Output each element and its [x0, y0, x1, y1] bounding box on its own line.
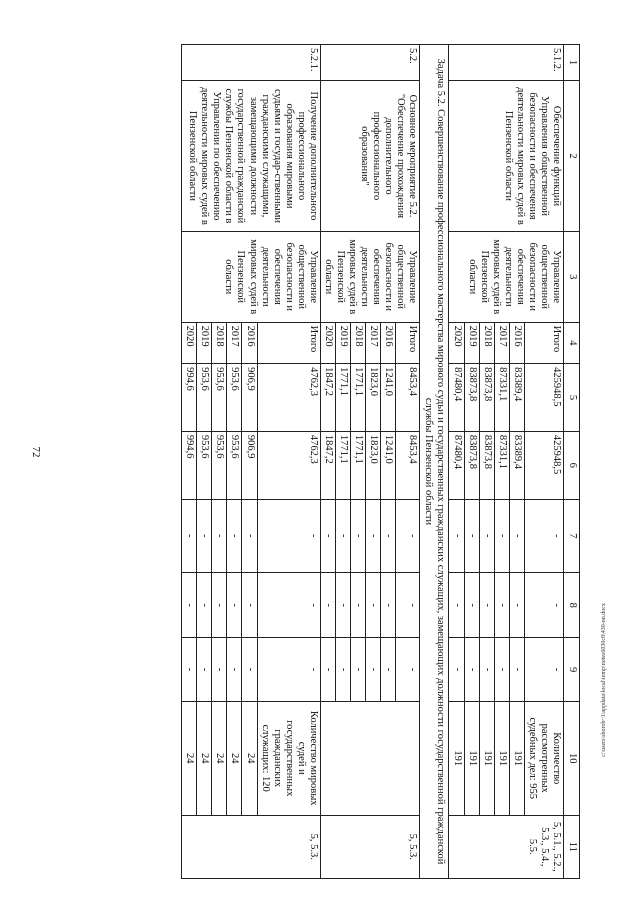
- cell: -: [351, 572, 366, 638]
- cell: -: [242, 638, 257, 701]
- cell-total-7: -: [257, 499, 320, 572]
- total-label: Итого: [257, 322, 320, 364]
- cell: 1771,1: [351, 431, 366, 499]
- cell: -: [464, 499, 479, 572]
- cell: -: [335, 638, 350, 701]
- cell: 83389,4: [509, 364, 524, 432]
- cell: -: [351, 499, 366, 572]
- cell: 191: [464, 701, 479, 815]
- cell: -: [212, 638, 227, 701]
- row-number: 5.2.1.: [182, 45, 321, 81]
- cell: -: [366, 572, 381, 638]
- cell: -: [320, 638, 335, 701]
- cell: -: [381, 638, 396, 701]
- row-number: 5.1.2.: [449, 45, 564, 81]
- cell: 1823,0: [366, 431, 381, 499]
- cell-total-5: 425948,5: [524, 364, 563, 432]
- year: 2020: [449, 322, 464, 364]
- cell: -: [381, 572, 396, 638]
- cell: -: [320, 572, 335, 638]
- cell: -: [212, 572, 227, 638]
- year: 2020: [320, 322, 335, 364]
- indicator: [320, 701, 420, 815]
- cell: -: [351, 638, 366, 701]
- cell: -: [479, 638, 494, 701]
- cell: 1771,1: [335, 431, 350, 499]
- cell: -: [464, 638, 479, 701]
- year: 2019: [335, 322, 350, 364]
- program-table: [181, 44, 580, 879]
- col-header: 11: [564, 815, 580, 878]
- year: 2017: [366, 322, 381, 364]
- cell: 87331,1: [494, 431, 509, 499]
- table-row: [524, 45, 563, 879]
- task-title: Задача 5.2. Совершенствование профессионального мастерства мирового судьи и государственных гражданских служащих, замещающих должности государственной гражданской службы Пензенской области: [420, 45, 449, 879]
- table-row: [396, 45, 420, 879]
- cell: 953,6: [212, 364, 227, 432]
- cell-total-7: -: [396, 499, 420, 572]
- cell-total-9: -: [257, 638, 320, 701]
- cell: -: [494, 638, 509, 701]
- col-header: 10: [564, 701, 580, 815]
- cell: 24: [182, 701, 197, 815]
- cell: 953,6: [227, 431, 242, 499]
- cell-total-8: -: [396, 572, 420, 638]
- cell: -: [182, 572, 197, 638]
- cell: -: [242, 499, 257, 572]
- cell: -: [227, 638, 242, 701]
- year: 2020: [182, 322, 197, 364]
- year: 2016: [242, 322, 257, 364]
- cell: 953,6: [197, 431, 212, 499]
- cell: -: [494, 499, 509, 572]
- cell: -: [464, 572, 479, 638]
- row-number: 5.2.: [320, 45, 420, 81]
- cell: -: [449, 499, 464, 572]
- cell: 191: [509, 701, 524, 815]
- cell: -: [479, 499, 494, 572]
- cell: 87331,1: [494, 364, 509, 432]
- cell-total-5: 8453,4: [396, 364, 420, 432]
- cell: -: [381, 499, 396, 572]
- cell: 1823,0: [366, 364, 381, 432]
- cell: 191: [479, 701, 494, 815]
- table-row: [257, 45, 320, 879]
- col-header: 2: [564, 81, 580, 232]
- cell: 994,6: [182, 364, 197, 432]
- cell: -: [227, 499, 242, 572]
- refs: 5, 5.3.: [320, 815, 420, 878]
- year: 2018: [351, 322, 366, 364]
- year: 2016: [509, 322, 524, 364]
- cell: 24: [242, 701, 257, 815]
- cell: 24: [212, 701, 227, 815]
- cell-total-6: 8453,4: [396, 431, 420, 499]
- cell: 191: [449, 701, 464, 815]
- cell: 87480,4: [449, 364, 464, 432]
- cell: 1847,2: [320, 364, 335, 432]
- year: 2017: [494, 322, 509, 364]
- col-header: 5: [564, 364, 580, 432]
- cell: -: [449, 572, 464, 638]
- cell-total-5: 4762,3: [257, 364, 320, 432]
- cell: -: [197, 572, 212, 638]
- total-label: Итого: [396, 322, 420, 364]
- total-label: Итого: [524, 322, 563, 364]
- cell: 191: [494, 701, 509, 815]
- cell: 953,6: [227, 364, 242, 432]
- cell: 83873,8: [479, 431, 494, 499]
- cell: -: [449, 638, 464, 701]
- col-header: 9: [564, 638, 580, 701]
- measure-name: Обеспечение функций Управления общественной безопасности и обеспечения деятельности мировых судей в Пензенской области: [449, 81, 564, 232]
- cell: -: [227, 572, 242, 638]
- cell: -: [320, 499, 335, 572]
- indicator: Количество мировых судей и государственных гражданских служащих: 120: [257, 701, 320, 815]
- cell-total-6: 425948,5: [524, 431, 563, 499]
- cell: -: [509, 572, 524, 638]
- refs: 5, 5.1., 5.2., 5.3., 5.4., 5.5.: [449, 815, 564, 878]
- cell: -: [335, 572, 350, 638]
- cell-total-6: 4762,3: [257, 431, 320, 499]
- cell: 1847,2: [320, 431, 335, 499]
- page-number: 72: [30, 446, 42, 458]
- cell: 953,6: [197, 364, 212, 432]
- cell-total-8: -: [524, 572, 563, 638]
- col-header: 8: [564, 572, 580, 638]
- cell: 1241,0: [381, 364, 396, 432]
- cell: -: [182, 499, 197, 572]
- cell: -: [509, 638, 524, 701]
- cell-total-7: -: [524, 499, 563, 572]
- col-header: 1: [564, 45, 580, 81]
- cell: -: [182, 638, 197, 701]
- cell: -: [335, 499, 350, 572]
- year: 2019: [197, 322, 212, 364]
- year: 2017: [227, 322, 242, 364]
- cell: -: [197, 499, 212, 572]
- year: 2016: [381, 322, 396, 364]
- cell-total-8: -: [257, 572, 320, 638]
- cell: 1771,1: [335, 364, 350, 432]
- cell: 83389,4: [509, 431, 524, 499]
- cell: 87480,4: [449, 431, 464, 499]
- cell-total-9: -: [524, 638, 563, 701]
- cell: -: [197, 638, 212, 701]
- cell: -: [494, 572, 509, 638]
- cell: 83873,8: [464, 431, 479, 499]
- executor: Управление общественной безопасности и обеспечения деятельности мировых судей в Пензенской области: [182, 231, 321, 322]
- header-row: [564, 45, 580, 879]
- cell: -: [509, 499, 524, 572]
- cell: 994,6: [182, 431, 197, 499]
- cell: 1771,1: [351, 364, 366, 432]
- cell: -: [479, 572, 494, 638]
- measure-name: Основное мероприятие 5.2. "Обеспечение прохождения дополнительного профессионального образования": [320, 81, 420, 232]
- cell: -: [366, 638, 381, 701]
- cell: 1241,0: [381, 431, 396, 499]
- year: 2019: [464, 322, 479, 364]
- measure-name: Получение дополнительного профессионального образования мировыми судьями и государ-ственными гражданскими служащими, замещающими должности государственной гражданской службы Пензенской области в Управлении по обеспечению деятельности мировых судей в Пензенской области: [182, 81, 321, 232]
- refs: 5, 5.3.: [182, 815, 321, 878]
- indicator: Количество рассмотренных судебных дел: 955: [524, 701, 563, 815]
- col-header: 7: [564, 499, 580, 572]
- cell: 83873,8: [464, 364, 479, 432]
- cell: 24: [197, 701, 212, 815]
- task-row: [420, 45, 449, 879]
- cell: -: [242, 572, 257, 638]
- cell: 83873,8: [479, 364, 494, 432]
- year: 2018: [479, 322, 494, 364]
- col-header: 3: [564, 231, 580, 322]
- col-header: 6: [564, 431, 580, 499]
- cell: 24: [227, 701, 242, 815]
- cell: 906,9: [242, 364, 257, 432]
- col-header: 4: [564, 322, 580, 364]
- cell: 906,9: [242, 431, 257, 499]
- year: 2018: [212, 322, 227, 364]
- executor: Управление общественной безопасности и обеспечения деятельности мировых судей в Пензенской области: [449, 231, 564, 322]
- cell: -: [366, 499, 381, 572]
- executor: Управление общественной безопасности и обеспечения деятельности мировых судей в Пензенской области: [320, 231, 420, 322]
- cell-total-9: -: [396, 638, 420, 701]
- cell: 953,6: [212, 431, 227, 499]
- footer-file-path: c:\users\sborob~1\appdata\local\temp\notes6030c8\430-nn.docx: [601, 603, 607, 757]
- cell: -: [212, 499, 227, 572]
- rotated-table-sheet: [25, 44, 580, 879]
